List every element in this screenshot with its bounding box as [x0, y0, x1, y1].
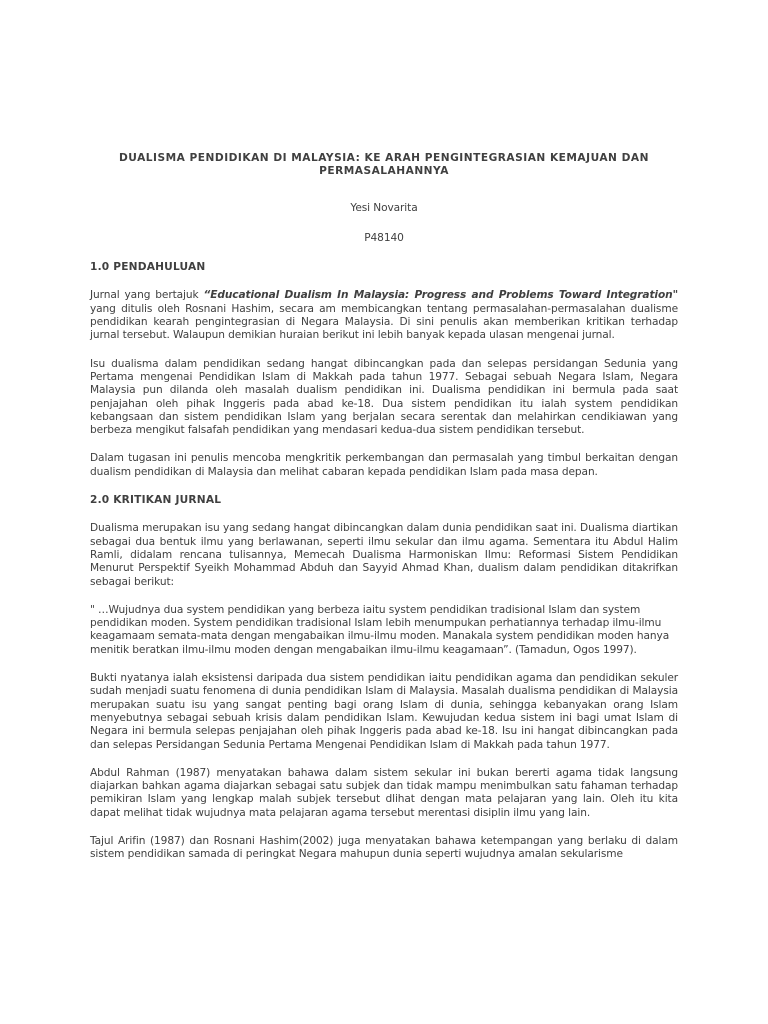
section-heading-pendahuluan: 1.0 PENDAHULUAN [90, 261, 206, 274]
student-id: P48140 [364, 231, 404, 244]
author-name: Yesi Novarita [350, 201, 418, 214]
paragraph: Dalam tugasan ini penulis mencoba mengkritik perkembangan dan permasalah yang timbul berkaitan dengan dualism pendidikan di Malaysia dan melihat cabaran kepada pendidikan Islam pada masa depan. [90, 452, 678, 478]
paragraph-text: Jurnal yang bertajuk [90, 289, 204, 302]
paragraph: Isu dualisma dalam pendidikan sedang hangat dibincangkan pada dan selepas persidangan Sedunia yang Pertama mengenai Pendidikan Islam di Makkah pada tahun 1977. Sebagai sebuah Negara Islam, Negara Malaysia pun dilanda oleh masalah dualism pendidikan ini. Dualisma pendidikan ini bermula pada saat penjajahan oleh pihak Inggeris pada abad ke-18. Dua sistem pendidikan itu ialah system pendidikan kebangsaan dan sistem pendidikan Islam yang berjalan secara serentak dan melahirkan cendikiawan yang berbeza mengikut falsafah pendidikan yang mendasari kedua-dua sistem pendidikan tersebut. [90, 357, 678, 437]
document-title: DUALISMA PENDIDIKAN DI MALAYSIA: KE ARAH PENGINTEGRASIAN KEMAJUAN DAN PERMASALAHANNYA [119, 152, 649, 178]
document-body [90, 152, 678, 877]
paragraph: Dualisma merupakan isu yang sedang hangat dibincangkan dalam dunia pendidikan saat ini. Dualisma diartikan sebagai dua bentuk ilmu yang berlawanan, seperti ilmu sekular dan ilmu agama. Sementara itu Abdul Halim Ramli, didalam rencana tulisannya, Memecah Dualisma Harmoniskan Ilmu: Reformasi Sistem Pendidikan Menurut Perspektif Syeikh Mohammad Abduh dan Sayyid Ahmad Khan, dualism dalam pendidikan ditakrifkan sebagai berikut: [90, 522, 678, 588]
block-quote: " …Wujudnya dua system pendidikan yang berbeza iaitu system pendidikan tradisional Islam dan system pendidikan moden. System pendidikan tradisional Islam lebih menumpukan perhatiannya terhadap ilmu-ilmu keagamaam semata-mata dengan mengabaikan ilmu-ilmu moden. Manakala system pendidikan moden hanya menitik beratkan ilmu-ilmu moden dengan mengabaikan ilmu-ilmu keagamaan”. (Tamadun, Ogos 1997). [90, 603, 670, 656]
paragraph-text: yang ditulis oleh Rosnani Hashim, secara am membicangkan tentang permasalahan-permasalahan dualisme pendidikan kearah pengintegrasian di Negara Malaysia. Di sini penulis akan memberikan kritikan terhadap jurnal tersebut. Walaupun demikian huraian berikut ini lebih banyak kepada ulasan mengenai jurnal. [90, 302, 678, 342]
paragraph [90, 289, 678, 342]
paragraph: Tajul Arifin (1987) dan Rosnani Hashim(2002) juga menyatakan bahawa ketempangan yang berlaku di dalam sistem pendidikan samada di peringkat Negara mahupun dunia seperti wujudnya amalan sekularisme [90, 834, 678, 861]
paragraph: Abdul Rahman (1987) menyatakan bahawa dalam sistem sekular ini bukan bererti agama tidak langsung diajarkan bahkan agama diajarkan sebagai satu subjek dan tidak mampu menimbulkan satu fahaman terhadap pemikiran Islam yang lengkap malah subjek tersebut dlihat dengan mata pelajaran yang lain. Oleh itu kita dapat melihat tidak wujudnya mata pelajaran agama tersebut merentasi disiplin ilmu yang lain. [90, 766, 678, 819]
paragraph: Bukti nyatanya ialah eksistensi daripada dua sistem pendidikan iaitu pendidikan agama dan pendidikan sekuler sudah menjadi suatu fenomena di dunia pendidikan Islam di Malaysia. Masalah dualisma pendidikan di Malaysia merupakan suatu isu yang sangat penting bagi orang Islam di dunia, sehingga kebanyakan orang Islam menyebutnya sebagai sebuah krisis dalam pendidikan Islam. Kewujudan kedua sistem ini bagi umat Islam di Negara ini bermula selepas penjajahan oleh pihak Inggeris pada abad ke-18. Isu ini hangat dibincangkan pada dan selepas Persidangan Sedunia Pertama Mengenai Pendidikan Islam di Makkah pada tahun 1977. [90, 672, 678, 751]
journal-title-emphasis: “Educational Dualism In Malaysia: Progress and Problems Toward Integration" [203, 289, 678, 302]
section-heading-kritikan-jurnal: 2.0 KRITIKAN JURNAL [90, 494, 222, 507]
